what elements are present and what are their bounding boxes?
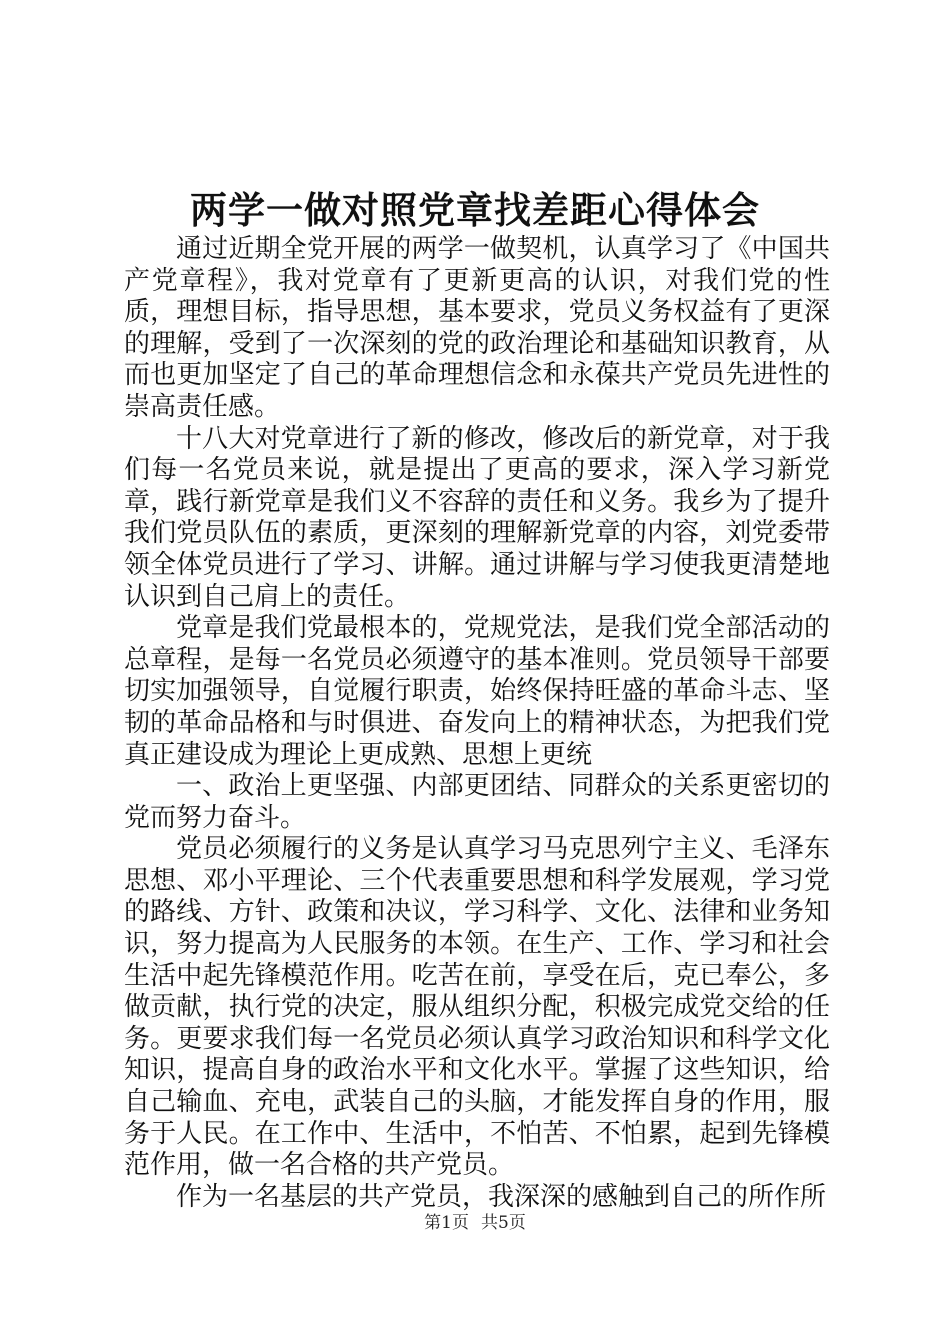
page-number: 第1页 <box>424 1213 469 1233</box>
paragraph: 一、政治上更坚强、内部更团结、同群众的关系更密切的党而努力奋斗。 <box>124 771 830 833</box>
paragraph: 十八大对党章进行了新的修改，修改后的新党章，对于我们每一名党员来说，就是提出了更高的要求，深入学习新党章，践行新党章是我们义不容辞的责任和义务。我乡为了提升我们党员队伍的素质，更深刻的理解新党章的内容，刘党委带领全体党员进行了学习、讲解。通过讲解与学习使我更清楚地认识到自己肩上的责任。 <box>124 423 830 612</box>
paragraph: 党章是我们党最根本的，党规党法，是我们党全部活动的总章程，是每一名党员必须遵守的基本准则。党员领导干部要切实加强领导，自觉履行职责，始终保持旺盛的革命斗志、坚韧的革命品格和与时俱进、奋发向上的精神状态，为把我们党真正建设成为理论上更成熟、思想上更统 <box>124 613 830 770</box>
page-total: 共5页 <box>481 1213 526 1233</box>
page-footer <box>0 1212 950 1234</box>
paragraph: 作为一名基层的共产党员，我深深的感触到自己的所作所 <box>176 1181 827 1212</box>
document-body <box>124 234 830 1213</box>
document-title: 两学一做对照党章找差距心得体会 <box>190 188 760 232</box>
paragraph: 党员必须履行的义务是认真学习马克思列宁主义、毛泽东思想、邓小平理论、三个代表重要思想和科学发展观，学习党的路线、方针、政策和决议，学习科学、文化、法律和业务知识，努力提高为人民服务的本领。在生产、工作、学习和社会生活中起先锋模范作用。吃苦在前，享受在后，克已奉公，多做贡献，执行党的决定，服从组织分配，积极完成党交给的任务。更要求我们每一名党员必须认真学习政治知识和科学文化知识，提高自身的政治水平和文化水平。掌握了这些知识，给自己输血、充电，武装自己的头脑，才能发挥自身的作用，服务于人民。在工作中、生活中，不怕苦、不怕累，起到先锋模范作用，做一名合格的共产党员。 <box>124 834 830 1181</box>
paragraph: 通过近期全党开展的两学一做契机，认真学习了《中国共产党章程》，我对党章有了更新更高的认识，对我们党的性质，理想目标，指导思想，基本要求，党员义务权益有了更深的理解，受到了一次深刻的党的政治理论和基础知识教育，从而也更加坚定了自己的革命理想信念和永葆共产党员先进性的崇高责任感。 <box>124 234 830 422</box>
